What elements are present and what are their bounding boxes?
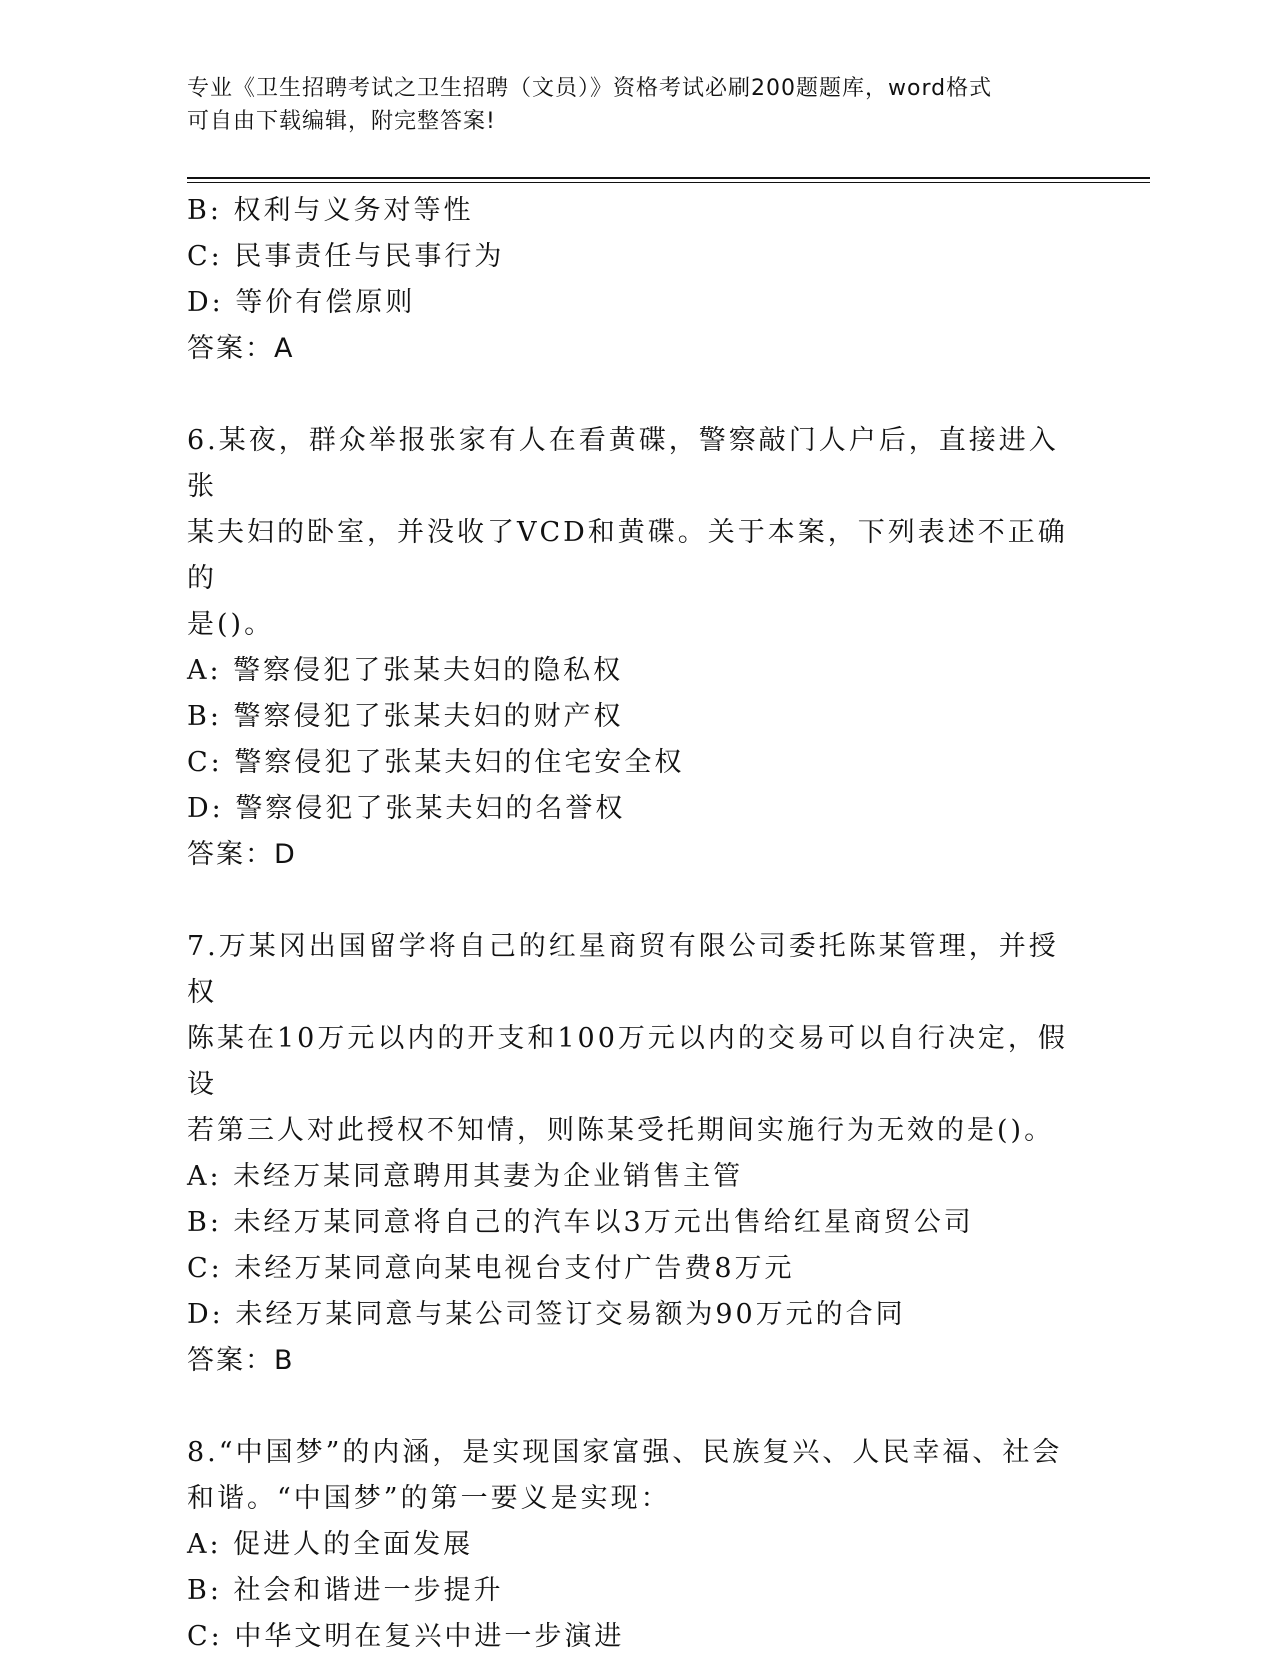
question-stem-line: 和谐。“中国梦”的第一要义是实现： — [187, 1483, 671, 1514]
option-d: D: 警察侵犯了张某夫妇的名誉权 — [187, 793, 626, 824]
question-stem-line: 陈某在10万元以内的开支和100万元以内的交易可以自行决定，假设 — [187, 1023, 1068, 1100]
header-divider — [187, 177, 1150, 179]
question-stem-line: 8.“中国梦”的内涵，是实现国家富强、民族复兴、人民幸福、社会 — [187, 1437, 1063, 1468]
option-b: B: 权利与义务对等性 — [187, 195, 474, 226]
spacer — [187, 878, 1087, 924]
header-title-line-1: 专业《卫生招聘考试之卫生招聘（文员）》资格考试必刷200题题库，word格式 — [187, 76, 993, 101]
question-8-block — [187, 1430, 1087, 1660]
option-b: B: 社会和谐进一步提升 — [187, 1575, 504, 1606]
option-b: B: 未经万某同意将自己的汽车以3万元出售给红星商贸公司 — [187, 1207, 974, 1238]
spacer — [187, 1384, 1087, 1430]
header-title-line-2: 可自由下载编辑，附完整答案! — [187, 109, 496, 134]
question-5-block — [187, 188, 1087, 372]
spacer — [187, 372, 1087, 418]
question-stem-line: 某夫妇的卧室，并没收了VCD和黄碟。关于本案，下列表述不正确的 — [187, 517, 1068, 594]
option-c: C: 民事责任与民事行为 — [187, 241, 505, 272]
option-d: D: 等价有偿原则 — [187, 287, 416, 318]
question-6-block — [187, 418, 1087, 878]
question-stem-line: 7.万某冈出国留学将自己的红星商贸有限公司委托陈某管理，并授权 — [187, 931, 1059, 1008]
option-a: A: 促进人的全面发展 — [187, 1529, 474, 1560]
header-divider-secondary — [187, 182, 1150, 183]
option-c: C: 警察侵犯了张某夫妇的住宅安全权 — [187, 747, 685, 778]
answer-line: 答案：A — [187, 333, 295, 364]
option-a: A: 未经万某同意聘用其妻为企业销售主管 — [187, 1161, 744, 1192]
option-b: B: 警察侵犯了张某夫妇的财产权 — [187, 701, 624, 732]
option-c: C: 中华文明在复兴中进一步演进 — [187, 1621, 625, 1652]
question-stem-line: 是()。 — [187, 609, 275, 640]
question-7-block — [187, 924, 1087, 1384]
answer-line: 答案：B — [187, 1345, 295, 1376]
page-header — [187, 72, 1087, 138]
answer-line: 答案：D — [187, 839, 297, 870]
option-d: D: 未经万某同意与某公司签订交易额为90万元的合同 — [187, 1299, 906, 1330]
question-stem-line: 6.某夜，群众举报张家有人在看黄碟，警察敲门人户后，直接进入张 — [187, 425, 1059, 502]
option-a: A: 警察侵犯了张某夫妇的隐私权 — [187, 655, 624, 686]
option-c: C: 未经万某同意向某电视台支付广告费8万元 — [187, 1253, 795, 1284]
question-content — [187, 188, 1087, 1660]
question-stem-line: 若第三人对此授权不知情，则陈某受托期间实施行为无效的是()。 — [187, 1115, 1055, 1146]
